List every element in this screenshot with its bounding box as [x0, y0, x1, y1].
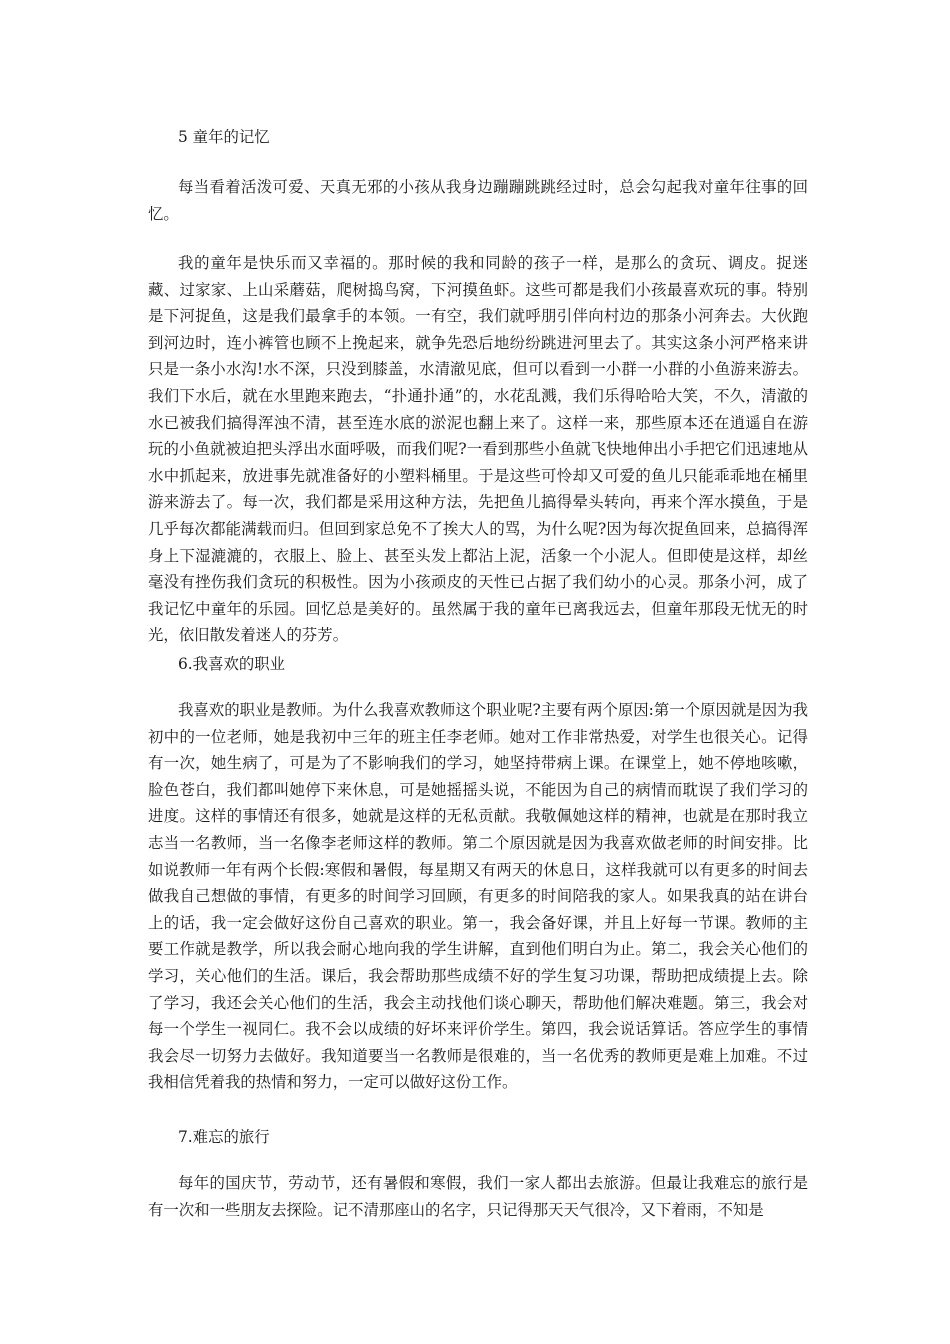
paragraph-text: 我喜欢的职业是教师。为什么我喜欢教师这个职业呢?主要有两个原因:第一个原因就是因为我初中的一位老师，她是我初中三年的班主任李老师。她对工作非常热爱，对学生也很关心。记得有一次，她生病了，可是为了不影响我们的学习，她坚持带病上课。在课堂上，她不停地咳嗽，脸色苍白，我们都叫她停下来休息，可是她摇摇头说，不能因为自己的病情而耽误了我们学习的进度。这样的事情还有很多，她就是这样的无私贡献。我敬佩她这样的精神，也就是在那时我立志当一名教师，当一名像李老师这样的教师。第二个原因就是因为我喜欢做老师的时间安排。比如说教师一年有两个长假:寒假和暑假，每星期又有两天的休息日，这样我就可以有更多的时间去做我自己想做的事情，有更多的时间学习回顾，有更多的时间陪我的家人。如果我真的站在讲台上的话，我一定会做好这份自己喜欢的职业。第一，我会备好课，并且上好每一节课。教师的主要工作就是教学，所以我会耐心地向我的学生讲解，直到他们明白为止。第二，我会关心他们的学习，关心他们的生活。课后，我会帮助那些成绩不好的学生复习功课，帮助把成绩提上去。除了学习，我还会关心他们的生活，我会主动找他们谈心聊天，帮助他们解决难题。第三，我会对每一个学生一视同仁。我不会以成绩的好坏来评价学生。第四，我会说话算话。答应学生的事情我会尽一切努力去做好。我知道要当一名教师是很难的，当一名优秀的教师更是难上加难。不过我相信凭着我的热情和努力，一定可以做好这份工作。 [148, 701, 808, 1092]
paragraph [148, 174, 808, 227]
paragraph [148, 1170, 808, 1223]
paragraph [148, 697, 808, 1096]
section-heading: 7.难忘的旅行 [178, 1128, 270, 1146]
paragraph-text: 每年的国庆节，劳动节，还有暑假和寒假，我们一家人都出去旅游。但最让我难忘的旅行是有一次和一些朋友去探险。记不清那座山的名字，只记得那天天气很冷，又下着雨，不知是 [148, 1174, 808, 1219]
paragraph-text: 我的童年是快乐而又幸福的。那时候的我和同龄的孩子一样，是那么的贪玩、调皮。捉迷藏、过家家、上山采蘑菇，爬树捣鸟窝，下河摸鱼虾。这些可都是我们小孩最喜欢玩的事。特别是下河捉鱼，这是我们最拿手的本领。一有空，我们就呼朋引伴向村边的那条小河奔去。大伙跑到河边时，连小裤管也顾不上挽起来，就争先恐后地纷纷跳进河里去了。其实这条小河严格来讲只是一条小水沟!水不深，只没到膝盖，水清澈见底，但可以看到一小群一小群的小鱼游来游去。我们下水后，就在水里跑来跑去，“扑通扑通”的，水花乱溅，我们乐得哈哈大笑，不久，清澈的水已被我们搞得浑浊不清，甚至连水底的淤泥也翻上来了。这样一来，那些原本还在逍遥自在游玩的小鱼就被迫把头浮出水面呼吸，而我们呢?一看到那些小鱼就飞快地伸出小手把它们迅速地从水中抓起来，放进事先就准备好的小塑料桶里。于是这些可怜却又可爱的鱼儿只能乖乖地在桶里游来游去了。每一次，我们都是采用这种方法，先把鱼儿搞得晕头转向，再来个浑水摸鱼，于是几乎每次都能满载而归。但回到家总免不了挨大人的骂，为什么呢?因为每次捉鱼回来，总搞得浑身上下湿漉漉的，衣服上、脸上、甚至头发上都沾上泥，活象一个小泥人。但即使是这样，却丝毫没有挫伤我们贪玩的积极性。因为小孩顽皮的天性已占据了我们幼小的心灵。那条小河，成了我记忆中童年的乐园。回忆总是美好的。虽然属于我的童年已离我远去，但童年那段无忧无的时光，依旧散发着迷人的芬芳。 [148, 254, 808, 645]
paragraph-text: 每当看着活泼可爱、天真无邪的小孩从我身边蹦蹦跳跳经过时，总会勾起我对童年往事的回忆。 [148, 178, 808, 223]
section-heading: 6.我喜欢的职业 [178, 655, 286, 673]
section-heading: 5 童年的记忆 [178, 128, 270, 146]
paragraph [148, 250, 808, 649]
